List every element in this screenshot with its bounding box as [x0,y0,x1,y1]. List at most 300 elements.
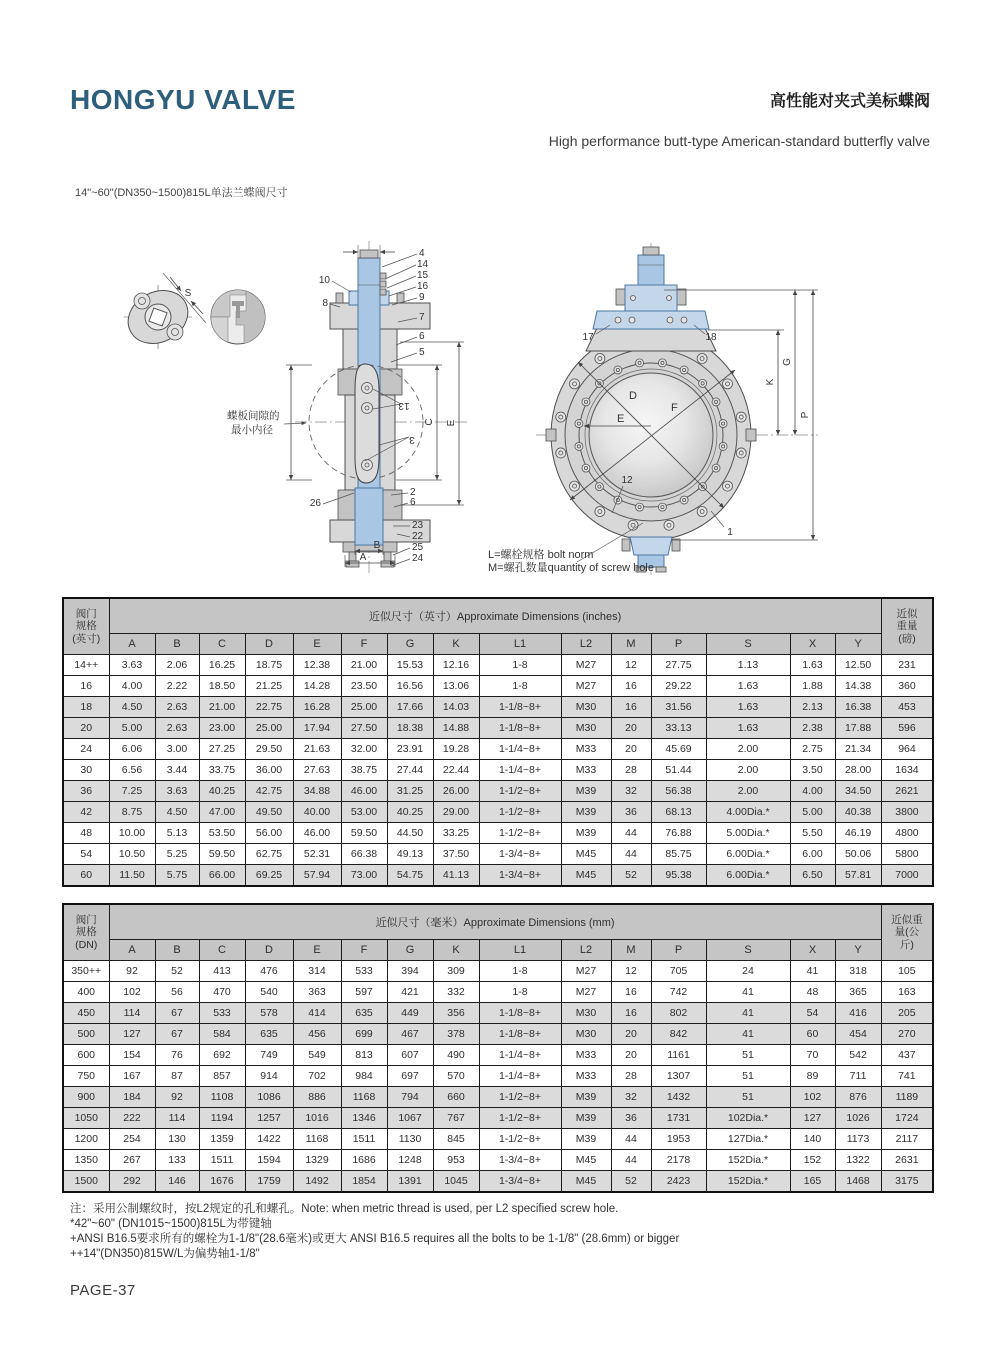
dim-cell: 36.00 [245,760,293,781]
dim-cell: 16.25 [199,655,245,676]
dim-cell: 40.25 [387,802,433,823]
callout-4: 4 [419,248,425,259]
dim-cell: 1511 [341,1129,387,1150]
dim-cell: 46.00 [293,823,341,844]
dim-cell: 54.75 [387,865,433,886]
table-row [63,844,933,865]
dim-cell: 7.25 [109,781,155,802]
dim-cell: 41 [706,1024,790,1045]
dim-cell: 29.50 [245,739,293,760]
seat-detail-bubble [211,285,266,345]
valve-size-cell: 600 [63,1045,109,1066]
dim-cell: 542 [835,1045,881,1066]
column-header-P: P [651,634,706,655]
dim-cell: 1322 [835,1150,881,1171]
dim-cell: 44 [611,1150,651,1171]
dim-cell: M33 [561,1045,611,1066]
dim-cell: 702 [293,1066,341,1087]
dim-cell: 21.63 [293,739,341,760]
dim-cell: 1248 [387,1150,433,1171]
dim-cell: M30 [561,697,611,718]
dim-cell: 1329 [293,1150,341,1171]
dim-cell: 1-1/2~8+ [479,1129,561,1150]
dim-cell: M33 [561,739,611,760]
dim-cell: 1854 [341,1171,387,1192]
dim-cell: 33.25 [433,823,479,844]
dim-cell: 25.00 [341,697,387,718]
dim-cell: M45 [561,1171,611,1192]
callout-10: 10 [318,275,330,286]
dim-cell: 267 [109,1150,155,1171]
dim-label-c: C [424,418,435,426]
dim-cell: 92 [155,1087,199,1108]
weight-header: 近似重 量(公 斤) [881,904,933,961]
dim-cell: 23.00 [199,718,245,739]
dim-cell: 27.50 [341,718,387,739]
dim-cell: 67 [155,1003,199,1024]
dim-cell: 5.50 [790,823,835,844]
callout-25: 25 [412,542,424,553]
dim-cell: 984 [341,1066,387,1087]
dim-cell: 15.53 [387,655,433,676]
dim-cell: 21.00 [199,697,245,718]
dim-cell: 18.50 [199,676,245,697]
dim-cell: 53.00 [341,802,387,823]
dim-cell: 4.00 [790,781,835,802]
dim-cell: 13.06 [433,676,479,697]
dim-cell: 660 [433,1087,479,1108]
dim-cell: 29.22 [651,676,706,697]
dim-cell: 467 [387,1024,433,1045]
callout-1: 1 [727,527,733,538]
dim-cell: M39 [561,823,611,844]
dim-cell: 1-1/4~8+ [479,1045,561,1066]
dim-cell: 102Dia.* [706,1108,790,1129]
dim-cell: 114 [155,1108,199,1129]
dim-cell: 705 [651,961,706,982]
dim-cell: 41 [706,1003,790,1024]
dim-cell: 2117 [881,1129,933,1150]
valve-size-cell: 48 [63,823,109,844]
dim-label-s: S [184,288,192,299]
dim-cell: 332 [433,982,479,1003]
callout-2: 2 [410,487,416,498]
column-header-F: F [341,940,387,961]
dim-cell: 95.38 [651,865,706,886]
dim-cell: 421 [387,982,433,1003]
dim-cell: 470 [199,982,245,1003]
dim-cell: 607 [387,1045,433,1066]
column-header-E: E [293,634,341,655]
dim-cell: 28 [611,1066,651,1087]
dim-cell: M45 [561,865,611,886]
dim-cell: 21.00 [341,655,387,676]
valve-size-cell: 500 [63,1024,109,1045]
dim-cell: 4.00 [109,676,155,697]
dim-cell: 378 [433,1024,479,1045]
dim-cell: M27 [561,676,611,697]
dim-cell: 22.44 [433,760,479,781]
dim-cell: 16 [611,697,651,718]
column-header-K: K [433,634,479,655]
dim-cell: 12 [611,655,651,676]
valve-size-cell: 20 [63,718,109,739]
dim-cell: 23.50 [341,676,387,697]
dim-cell: 597 [341,982,387,1003]
dim-cell: 3800 [881,802,933,823]
dim-cell: 36 [611,1108,651,1129]
dim-cell: 449 [387,1003,433,1024]
column-header-C: C [199,940,245,961]
dim-cell: 146 [155,1171,199,1192]
dim-cell: 14.88 [433,718,479,739]
dim-cell: 6.06 [109,739,155,760]
column-header-D: D [245,634,293,655]
dim-cell: 69.25 [245,865,293,886]
dim-cell: 749 [245,1045,293,1066]
dim-cell: 1724 [881,1108,933,1129]
callout-6b: 6 [410,497,416,508]
dim-cell: 52.31 [293,844,341,865]
dim-cell: 36 [611,802,651,823]
dim-cell: 32 [611,1087,651,1108]
title-chinese: 高性能对夹式美标蝶阀 [769,93,930,110]
dim-cell: 3.44 [155,760,199,781]
dim-cell: 1-1/4~8+ [479,739,561,760]
dim-cell: 17.94 [293,718,341,739]
dim-cell: 46.19 [835,823,881,844]
dim-cell: 8.75 [109,802,155,823]
dim-cell: 32 [611,781,651,802]
column-header-C: C [199,634,245,655]
dim-cell: 1-1/8~8+ [479,718,561,739]
dim-cell: 16.38 [835,697,881,718]
dim-cell: 50.06 [835,844,881,865]
dim-cell: 49.13 [387,844,433,865]
dim-cell: 692 [199,1045,245,1066]
note-line: *42"~60" (DN1015~1500)815L为带键轴 [70,1218,272,1230]
table-row [63,718,933,739]
dim-cell: 741 [881,1066,933,1087]
valve-size-cell: 14++ [63,655,109,676]
dim-cell: 7000 [881,865,933,886]
dim-cell: 222 [109,1108,155,1129]
dim-cell: 31.56 [651,697,706,718]
dim-cell: 2631 [881,1150,933,1171]
table-row [63,1003,933,1024]
dim-cell: 1-1/8~8+ [479,1003,561,1024]
dim-cell: 163 [881,982,933,1003]
table-row [63,1129,933,1150]
table-row [63,1024,933,1045]
column-header-M: M [611,634,651,655]
dim-cell: 1422 [245,1129,293,1150]
dim-cell: 87 [155,1066,199,1087]
dim-label-e2: E [617,413,625,425]
dim-cell: 51 [706,1066,790,1087]
dim-cell: 12.38 [293,655,341,676]
top-flange [593,311,709,329]
dim-cell: 152Dia.* [706,1171,790,1192]
column-header-Y: Y [835,940,881,961]
dim-cell: 1130 [387,1129,433,1150]
dim-cell: 6.56 [109,760,155,781]
dim-cell: 533 [341,961,387,982]
dim-cell: M39 [561,1108,611,1129]
callout-12: 12 [621,475,633,486]
dim-cell: 6.00Dia.* [706,844,790,865]
dim-cell: 1-3/4~8+ [479,865,561,886]
dim-cell: 1-8 [479,961,561,982]
dim-cell: 584 [199,1024,245,1045]
column-header-L1: L1 [479,940,561,961]
dim-cell: M30 [561,1003,611,1024]
dim-cell: 34.50 [835,781,881,802]
dim-cell: 52 [611,1171,651,1192]
dim-cell: 1492 [293,1171,341,1192]
dim-label-e: E [446,419,457,427]
dim-cell: 6.00 [790,844,835,865]
callout-9: 9 [419,292,425,303]
dim-cell: 413 [199,961,245,982]
table-row [63,1150,933,1171]
dim-cell: 56.00 [245,823,293,844]
dim-cell: 46.00 [341,781,387,802]
dim-cell: 152 [790,1150,835,1171]
dim-cell: 414 [293,1003,341,1024]
technical-drawing [60,225,960,595]
dim-cell: 1-1/2~8+ [479,1087,561,1108]
dim-cell: M27 [561,961,611,982]
dim-cell: 1-1/2~8+ [479,1108,561,1129]
dim-cell: 40.25 [199,781,245,802]
dim-cell: 16 [611,676,651,697]
dim-cell: 133 [155,1150,199,1171]
dim-cell: 2.00 [706,781,790,802]
dim-cell: 16.56 [387,676,433,697]
dim-cell: 54 [790,1003,835,1024]
dim-cell: 73.00 [341,865,387,886]
dim-label-g: G [782,358,793,366]
dim-cell: 12.16 [433,655,479,676]
callout-22: 22 [412,531,424,542]
dim-cell: 2.13 [790,697,835,718]
dim-cell: 270 [881,1024,933,1045]
callout-3: 3 [409,434,415,445]
valve-size-cell: 30 [63,760,109,781]
dim-cell: 45.69 [651,739,706,760]
dim-cell: 842 [651,1024,706,1045]
dim-cell: 5.75 [155,865,199,886]
dim-cell: 2.22 [155,676,199,697]
dimensions-table-mm [62,903,934,1193]
section-view [227,241,470,575]
notes [70,1202,679,1262]
dim-cell: 52 [155,961,199,982]
dim-cell: 27.63 [293,760,341,781]
dim-cell: 309 [433,961,479,982]
valve-size-header: 阀门 规格 (英寸) [63,598,109,655]
dim-cell: 1759 [245,1171,293,1192]
dim-cell: 1168 [293,1129,341,1150]
dim-cell: 964 [881,739,933,760]
column-header-E: E [293,940,341,961]
valve-size-cell: 1350 [63,1150,109,1171]
column-header-K: K [433,940,479,961]
dim-cell: 2178 [651,1150,706,1171]
dim-cell: 37.50 [433,844,479,865]
dim-cell: 40.38 [835,802,881,823]
dimensions-header: 近似尺寸（毫米）Approximate Dimensions (mm) [109,904,881,940]
valve-size-cell: 350++ [63,961,109,982]
dim-cell: M45 [561,1150,611,1171]
dim-cell: 1189 [881,1087,933,1108]
dim-cell: 711 [835,1066,881,1087]
dim-cell: 4.00Dia.* [706,802,790,823]
dim-cell: 1168 [341,1087,387,1108]
dim-cell: 1953 [651,1129,706,1150]
dim-cell: 26.00 [433,781,479,802]
dim-cell: 16.28 [293,697,341,718]
dim-cell: 454 [835,1024,881,1045]
dim-cell: 21.34 [835,739,881,760]
callout-24: 24 [412,553,424,564]
dim-cell: 20 [611,718,651,739]
dim-cell: 184 [109,1087,155,1108]
dim-cell: 5.25 [155,844,199,865]
dim-cell: 102 [109,982,155,1003]
valve-size-cell: 750 [63,1066,109,1087]
dim-cell: 1-1/8~8+ [479,1024,561,1045]
dim-cell: 596 [881,718,933,739]
brand-logo: HONGYU VALVE [70,84,296,115]
dim-cell: 59.50 [199,844,245,865]
valve-size-cell: 400 [63,982,109,1003]
dim-cell: 27.44 [387,760,433,781]
dim-cell: 1391 [387,1171,433,1192]
dim-cell: 51 [706,1087,790,1108]
dim-label-b: B [373,540,381,551]
table-row [63,961,933,982]
dim-cell: 51 [706,1045,790,1066]
dim-cell: 14.28 [293,676,341,697]
dim-cell: 22.75 [245,697,293,718]
column-header-B: B [155,940,199,961]
dim-cell: 1-1/2~8+ [479,802,561,823]
dim-cell: M30 [561,718,611,739]
valve-size-cell: 54 [63,844,109,865]
dim-cell: 21.25 [245,676,293,697]
dim-cell: 1511 [199,1150,245,1171]
column-header-L2: L2 [561,634,611,655]
dim-cell: 24 [706,961,790,982]
valve-size-cell: 1500 [63,1171,109,1192]
dim-cell: 44.50 [387,823,433,844]
valve-size-header: 阀门 规格 (DN) [63,904,109,961]
dim-cell: 3175 [881,1171,933,1192]
dim-cell: 31.25 [387,781,433,802]
dim-cell: 25.00 [245,718,293,739]
dim-cell: 1676 [199,1171,245,1192]
table-row [63,982,933,1003]
dim-cell: 540 [245,982,293,1003]
dim-cell: 953 [433,1150,479,1171]
callout-8: 8 [322,298,328,309]
dim-label-k: K [765,378,776,386]
dim-cell: 2.75 [790,739,835,760]
dim-cell: 19.28 [433,739,479,760]
dim-cell: M39 [561,1129,611,1150]
column-header-L1: L1 [479,634,561,655]
column-header-D: D [245,940,293,961]
dim-cell: 57.81 [835,865,881,886]
dim-cell: 44 [611,823,651,844]
dim-cell: 1.63 [790,655,835,676]
dim-cell: 857 [199,1066,245,1087]
dim-cell: 5.00 [109,718,155,739]
dim-cell: 5800 [881,844,933,865]
dim-cell: 44 [611,844,651,865]
dim-cell: 3.63 [155,781,199,802]
dim-cell: 67 [155,1024,199,1045]
dim-cell: 27.75 [651,655,706,676]
dim-cell: 28 [611,760,651,781]
dim-cell: 165 [790,1171,835,1192]
note-line: +ANSI B16.5要求所有的螺栓为1-1/8"(28.6毫米)或更大 ANSI B16.5 requires all the bolts to be 1-1/8" (28.6mm) or bigger [70,1233,680,1245]
dim-cell: 437 [881,1045,933,1066]
dim-cell: M39 [561,1087,611,1108]
dim-cell: 1-1/4~8+ [479,1066,561,1087]
dim-cell: 314 [293,961,341,982]
dim-cell: 49.50 [245,802,293,823]
dim-cell: 1026 [835,1108,881,1129]
dim-cell: 20 [611,739,651,760]
screw-hole-note: M=螺孔数量quantity of screw hole [488,562,654,574]
dim-cell: 16 [611,1003,651,1024]
callout-23: 23 [412,520,424,531]
dim-cell: 1-1/4~8+ [479,760,561,781]
dim-cell: 802 [651,1003,706,1024]
dim-cell: 416 [835,1003,881,1024]
dim-cell: 767 [433,1108,479,1129]
column-header-M: M [611,940,651,961]
dim-cell: M33 [561,760,611,781]
dim-cell: 845 [433,1129,479,1150]
dim-cell: 41.13 [433,865,479,886]
figure-subtitle: 14"~60"(DN350~1500)815L单法兰蝶阀尺寸 [75,187,288,199]
dim-cell: 92 [109,961,155,982]
dim-cell: 27.25 [199,739,245,760]
dim-cell: 18.75 [245,655,293,676]
dim-cell: 1.63 [706,676,790,697]
callout-26: 26 [309,498,321,509]
dim-cell: M27 [561,982,611,1003]
valve-size-cell: 1200 [63,1129,109,1150]
dim-cell: 89 [790,1066,835,1087]
dim-cell: 2.63 [155,697,199,718]
page-number: PAGE-37 [70,1282,136,1299]
dim-cell: 114 [109,1003,155,1024]
valve-size-cell: 18 [63,697,109,718]
dim-cell: 17.88 [835,718,881,739]
dim-cell: 1.63 [706,718,790,739]
dim-cell: 205 [881,1003,933,1024]
dim-cell: 2621 [881,781,933,802]
column-header-Y: Y [835,634,881,655]
title-english: High performance butt-type American-standard butterfly valve [548,133,930,149]
dim-cell: 476 [245,961,293,982]
dim-cell: 456 [293,1024,341,1045]
